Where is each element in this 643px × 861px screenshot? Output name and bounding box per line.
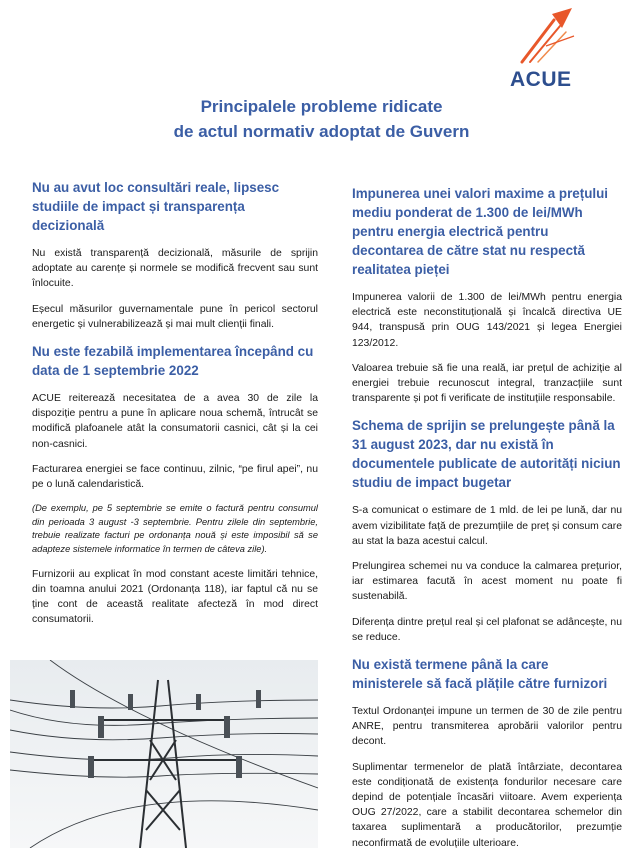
section-heading: Schema de sprijin se prelungește până la 31 august 2023, dar nu există în documentele publicate de autorități niciun studiu de impact bugetar [352,418,621,491]
logo-mark-icon [516,6,578,66]
title-line-1: Principalele probleme ridicate [200,97,443,116]
paragraph: Impunerea valorii de 1.300 de lei/MWh pentru energia electrică este neconstituțională și încalcă directiva UE 944, transpusă prin OUG 143/2021 și legea Energiei 123/2012. [352,292,622,349]
section-heading: Impunerea unei valori maxime a prețului mediu ponderat de 1.300 de lei/MWh pentru energia electrică pentru decontarea de către stat nu respectă realitatea pieței [352,186,608,277]
paragraph: S-a comunicat o estimare de 1 mld. de lei pe lună, dar nu avem vizibilitate față de prezumțiile de preț și consum care au stat la baza acestui calcul. [352,505,622,547]
page-title [0,94,643,144]
paragraph: Suplimentar termenelor de plată întârziate, decontarea este condiționată de existența fondurilor necesare care depind de potențiale încasări viitoare. Avem experiența OUG 27/2022, care a stabilit decontarea schemelor din taxarea suplimentară a producătorilor, prezumție neconfirmată de evoluțiile ulterioare. [352,761,622,849]
paragraph: Facturarea energiei se face continuu, zilnic, “pe firul apei”, nu pe o lună calendaristică. [32,463,318,491]
section-heading: Nu au avut loc consultări reale, lipsesc studiile de impact și transparența decizională [32,180,280,233]
example-note: (De exemplu, pe 5 septembrie se emite o factură pentru consumul din perioada 3 august -3 septembrie. Pentru zilele din septembrie, trebuie realizate facturi pe ordonanța nouă și este imposibil să se adapteze sistemele informatice în termen de câteva zile). [32,503,318,555]
acue-logo [500,6,590,91]
paragraph: Furnizorii au explicat în mod constant aceste limitări tehnice, din toamna anului 2021 (Ordonanța 118), iar faptul că nu se ține cont de această realitate afecteză în mod direct consumatorii. [32,568,318,626]
paragraph: Textul Ordonanței impune un termen de 30 de zile pentru ANRE, pentru transmiterea aprobării valorilor pentru decont. [352,706,622,748]
paragraph: Valoarea trebuie să fie una reală, iar prețul de achiziție al energiei trebuie recunoscut integral, tranzacțiile sunt transparente și pot fi verificate de instituțiile responsabile. [352,362,622,405]
section-heading: Nu există termene până la care ministerele să facă plățile către furnizori [352,657,608,692]
power-pylon-image [10,660,318,848]
right-column [352,184,622,861]
logo-text: ACUE [510,68,572,91]
power-lines-photo [10,660,318,848]
left-column [32,178,318,637]
paragraph: Nu există transparență decizională, măsurile de sprijin adoptate au carențe și normele se modifică frecvent sau sunt înlocuite. [32,248,318,290]
paragraph: Eșecul măsurilor guvernamentale pune în pericol sectorul energetic și vulnerabilizează și mai mult clienții finali. [32,303,318,330]
paragraph: ACUE reiterează necesitatea de a avea 30 de zile la dispoziție pentru a pune în aplicare noua schemă, întrucât se modifică plafoanele atât la consumatorii casnici, cât și la cei non-casnici. [32,393,318,450]
section-heading: Nu este fezabilă implementarea începând cu data de 1 septembrie 2022 [32,344,314,379]
paragraph: Prelungirea schemei nu va conduce la calmarea prețurior, iar estimarea facută în acest moment nu poate fi sustenabilă. [352,561,622,603]
title-line-2: de actul normativ adoptat de Guvern [173,122,470,141]
paragraph: Diferența dintre prețul real și cel plafonat se adâncește, nu se reduce. [352,616,622,643]
